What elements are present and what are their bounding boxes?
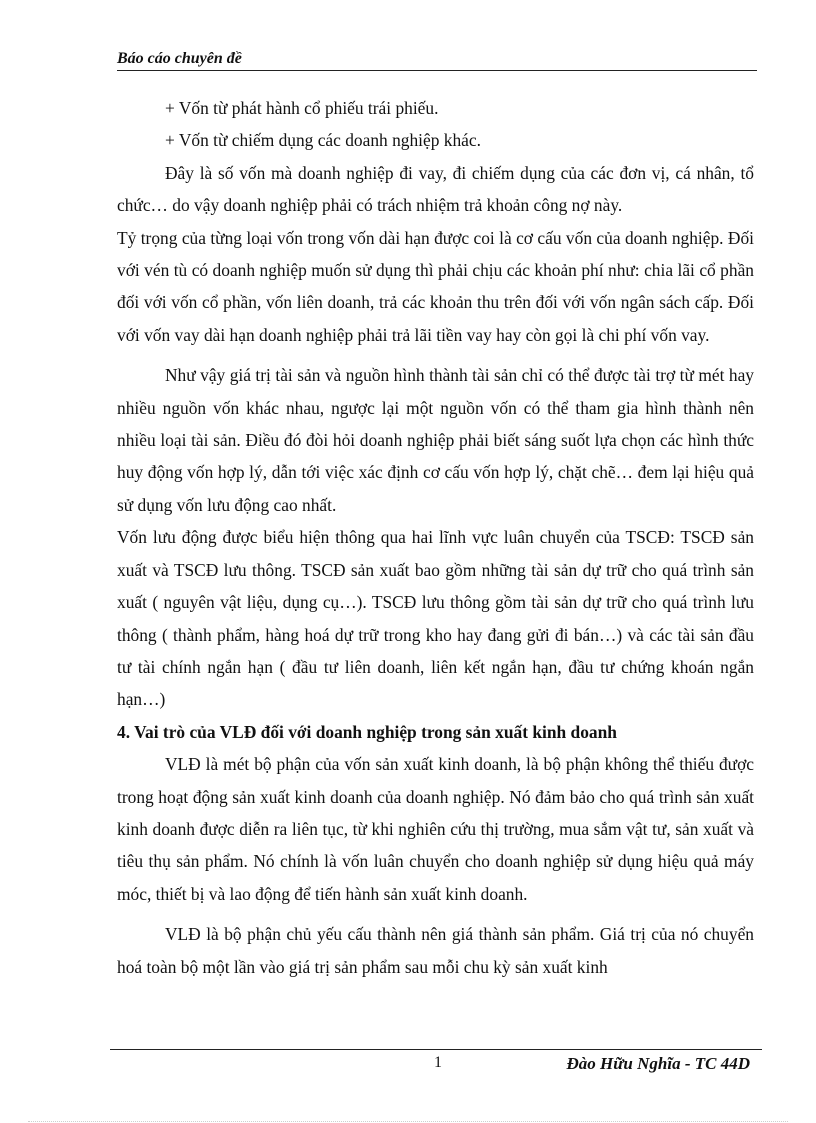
paragraph: VLĐ là bộ phận chủ yếu cấu thành nên giá thành sản phẩm. Giá trị của nó chuyển hoá toàn bộ một lần vào giá trị sản phẩm sau mỗi chu kỳ sản xuất kinh <box>117 924 754 977</box>
footer-author: Đào Hữu Nghĩa - TC 44D <box>566 1054 750 1073</box>
paragraph: Vốn lưu động được biểu hiện thông qua hai lĩnh vực luân chuyển của TSCĐ: TSCĐ sản xuất và TSCĐ lưu thông. TSCĐ sản xuất bao gồm những tài sản dự trữ cho quá trình sản xuất ( nguyên vật liệu, dụng cụ…). TSCĐ lưu thông gồm tài sản dự trữ cho quá trình lưu thông ( thành phẩm, hàng hoá dự trữ trong kho hay đang gửi đi bán…) và các tài sản đầu tư tài chính ngắn hạn ( đầu tư liên doanh, liên kết ngắn hạn, đầu tư chứng khoán ngắn hạn…) <box>117 527 754 710</box>
page-header <box>117 50 757 71</box>
paragraph-bullet-2: + Vốn từ chiếm dụng các doanh nghiệp khác. <box>165 130 481 151</box>
header-title: Báo cáo chuyên đề <box>117 50 242 67</box>
paragraph-bullet-1: + Vốn từ phát hành cổ phiếu trái phiếu. <box>165 98 439 118</box>
document-body <box>117 92 754 983</box>
paragraph: Tỷ trọng của từng loại vốn trong vốn dài hạn được coi là cơ cấu vốn của doanh nghiệp. Đối với vén tù có doanh nghiệp muốn sử dụng thì phải chịu các khoản phí như: chia lãi cổ phần đối với vốn cổ phần, vốn liên doanh, trả các khoản thu trên đối với vốn ngân sách cấp. Đối với vốn vay dài hạn doanh nghiệp phải trả lãi tiền vay hay còn gọi là chi phí vốn vay. <box>117 227 754 345</box>
paragraph: Như vậy giá trị tài sản và nguồn hình thành tài sản chỉ có thể được tài trợ từ mét hay nhiều nguồn vốn khác nhau, ngược lại một nguồn vốn có thể tham gia hình thành nên nhiều loại tài sản. Điều đó đòi hỏi doanh nghiệp phải biết sáng suốt lựa chọn các hình thức huy động vốn hợp lý, dẫn tới việc xác định cơ cấu vốn hợp lý, chặt chẽ… đem lại hiệu quả sử dụng vốn lưu động cao nhất. <box>117 365 754 515</box>
page-edge-dots <box>28 1121 788 1122</box>
paragraph: Đây là số vốn mà doanh nghiệp đi vay, đi chiếm dụng của các đơn vị, cá nhân, tổ chức… do vậy doanh nghiệp phải có trách nhiệm trả khoản công nợ này. <box>117 162 754 216</box>
page-number: 1 <box>434 1054 442 1071</box>
section-heading: 4. Vai trò của VLĐ đối với doanh nghiệp trong sản xuất kinh doanh <box>117 721 617 742</box>
paragraph: VLĐ là mét bộ phận của vốn sản xuất kinh doanh, là bộ phận không thể thiếu được trong hoạt động sản xuất kinh doanh của doanh nghiệp. Nó đảm bảo cho quá trình sản xuất kinh doanh được diễn ra liên tục, từ khi nghiên cứu thị trường, mua sắm vật tư, sản xuất và tiêu thụ sản phẩm. Nó chính là vốn luân chuyển cho doanh nghiệp sử dụng hiệu quả máy móc, thiết bị và lao động để tiến hành sản xuất kinh doanh. <box>117 754 754 904</box>
footer-divider <box>110 1049 762 1050</box>
